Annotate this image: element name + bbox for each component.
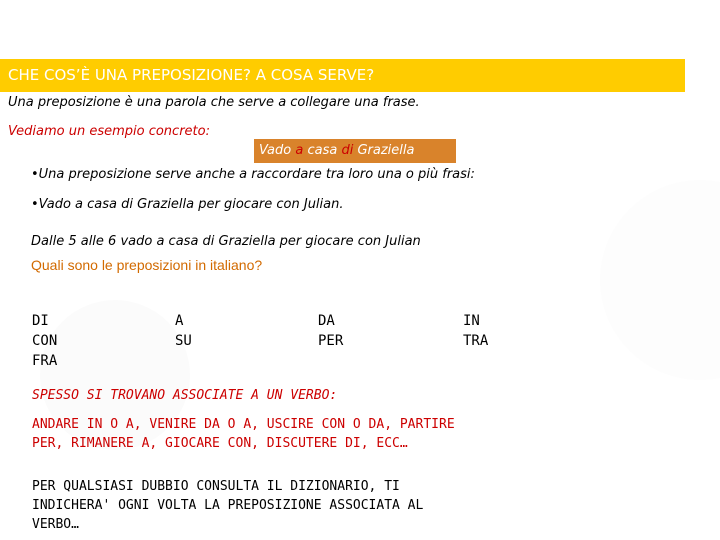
preposition-column bbox=[463, 311, 488, 351]
example-box bbox=[254, 139, 456, 163]
preposition: FRA bbox=[32, 353, 58, 369]
preposition: CON bbox=[32, 333, 58, 349]
example-sentence bbox=[259, 143, 414, 158]
bullet-text: •Vado a casa di Graziella per giocare con Julian. bbox=[31, 197, 344, 212]
question-text: Quali sono le preposizioni in italiano? bbox=[31, 257, 263, 273]
example-long-sentence: Dalle 5 alle 6 vado a casa di Graziella per giocare con Julian bbox=[31, 234, 421, 249]
example-word: Graziella bbox=[353, 143, 415, 158]
verbs-heading: SPESSO SI TROVANO ASSOCIATE A UN VERBO: bbox=[32, 388, 338, 403]
background-decoration bbox=[600, 180, 720, 380]
verbs-line: ANDARE IN O A, VENIRE DA O A, USCIRE CON O DA, PARTIRE bbox=[32, 417, 455, 432]
preposition-column bbox=[318, 311, 343, 351]
preposition: A bbox=[175, 313, 184, 329]
example-word: Vado bbox=[259, 143, 296, 158]
note-line: PER QUALSIASI DUBBIO CONSULTA IL DIZIONARIO, TI bbox=[32, 479, 400, 494]
bullet-text: •Una preposizione serve anche a raccordare tra loro una o più frasi: bbox=[31, 167, 475, 182]
preposition-column bbox=[32, 311, 57, 371]
example-word: casa bbox=[303, 143, 342, 158]
example-intro: Vediamo un esempio concreto: bbox=[8, 124, 210, 139]
preposition: DA bbox=[318, 313, 335, 329]
note-line: INDICHERA' OGNI VOLTA LA PREPOSIZIONE ASSOCIATA AL bbox=[32, 498, 424, 513]
preposition-column bbox=[175, 311, 192, 351]
note-line: VERBO… bbox=[32, 517, 79, 532]
preposition: IN bbox=[463, 313, 480, 329]
preposition: SU bbox=[175, 333, 192, 349]
preposition: TRA bbox=[463, 333, 489, 349]
slide-title: CHE COS’È UNA PREPOSIZIONE? A COSA SERVE? bbox=[8, 66, 375, 84]
title-bar bbox=[0, 59, 685, 92]
example-preposition: a bbox=[295, 143, 304, 158]
verbs-line: PER, RIMANERE A, GIOCARE CON, DISCUTERE DI, ECC… bbox=[32, 436, 408, 451]
definition-text: Una preposizione è una parola che serve a collegare una frase. bbox=[8, 95, 420, 110]
preposition: PER bbox=[318, 333, 344, 349]
example-preposition: di bbox=[341, 143, 354, 158]
preposition: DI bbox=[32, 313, 49, 329]
